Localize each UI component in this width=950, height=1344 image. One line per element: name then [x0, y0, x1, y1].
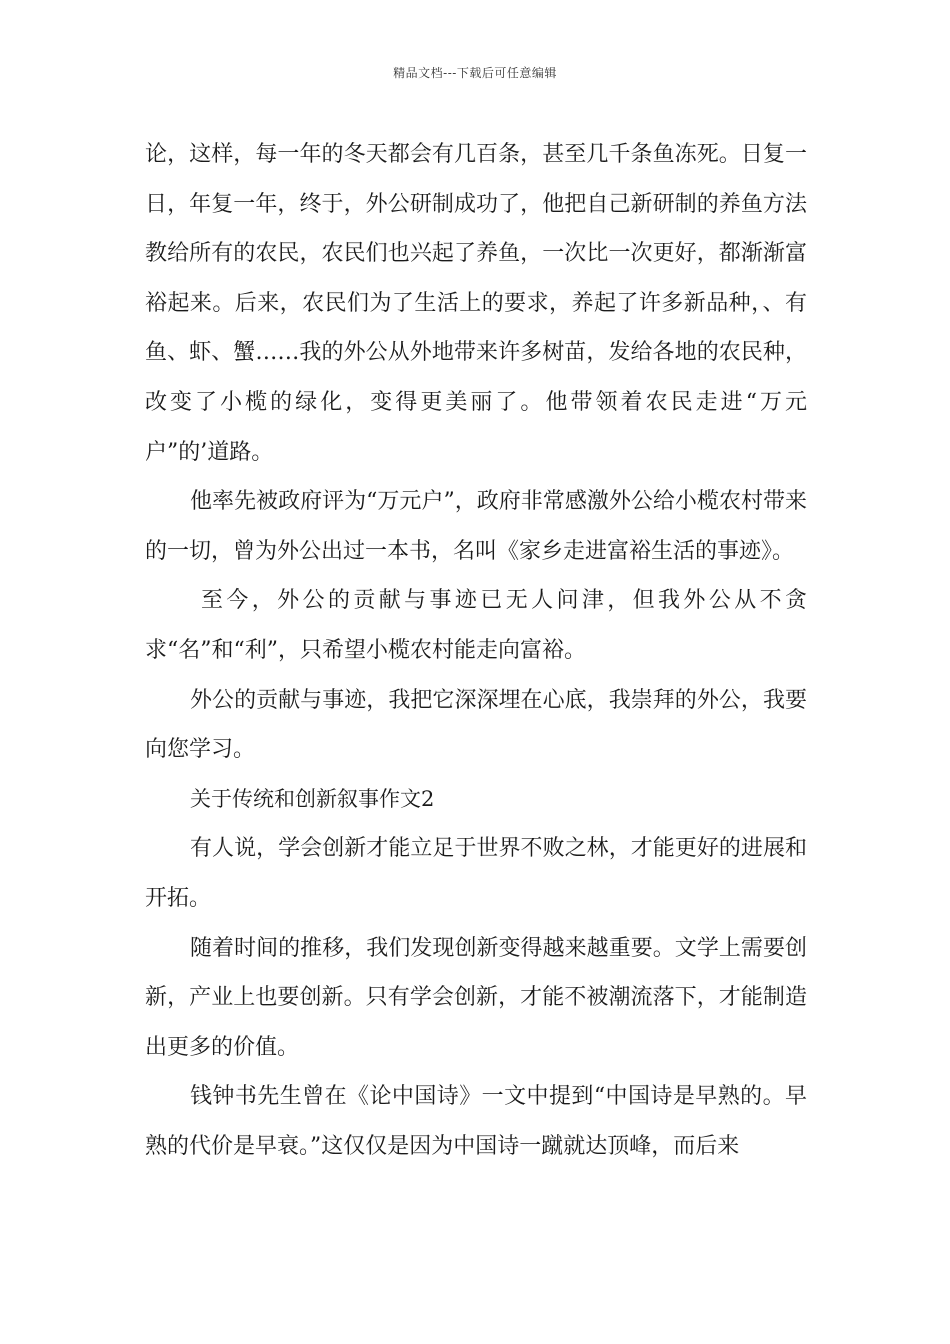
paragraph: 随着时间的推移，我们发现创新变得越来越重要。文学上需要创新，产业上也要创新。只有学会创新，才能不被潮流落下，才能制造出更多的价值。 — [145, 935, 807, 1060]
paragraph: 至今，外公的贡献与事迹已无人问津，但我外公从不贪求“名”和“利”，只希望小榄农村能走向富裕。 — [145, 588, 807, 663]
page-header: 精品文档---下载后可任意编辑 — [393, 66, 557, 80]
paragraph: 有人说，学会创新才能立足于世界不败之林，才能更好的进展和开拓。 — [145, 836, 807, 911]
paragraph: 钱钟书先生曾在《论中国诗》一文中提到“中国诗是早熟的。早熟的代价是早衰。”这仅仅是因为中国诗一蹴就达顶峰，而后来 — [145, 1084, 807, 1159]
document-body — [145, 130, 807, 1171]
section-heading: 关于传统和创新叙事作文2 — [190, 786, 435, 811]
paragraph-continuation: 论，这样，每一年的冬天都会有几百条，甚至几千条鱼冻死。日复一日，年复一年，终于，外公研制成功了，他把自己新研制的养鱼方法教给所有的农民，农民们也兴起了养鱼，一次比一次更好，都渐渐富裕起来。后来，农民们为了生活上的要求，养起了许多新品种，、有鱼、虾、蟹……我的外公从外地带来许多树苗，发给各地的农民种，改变了小榄的绿化，变得更美丽了。他带领着农民走进“万元户”的’道路。 — [145, 142, 807, 465]
paragraph: 外公的贡献与事迹，我把它深深埋在心底，我崇拜的外公，我要向您学习。 — [145, 687, 807, 763]
paragraph: 他率先被政府评为“万元户”，政府非常感激外公给小榄农村带来的一切，曾为外公出过一本书，名叫《家乡走进富裕生活的事迹》。 — [145, 489, 807, 564]
